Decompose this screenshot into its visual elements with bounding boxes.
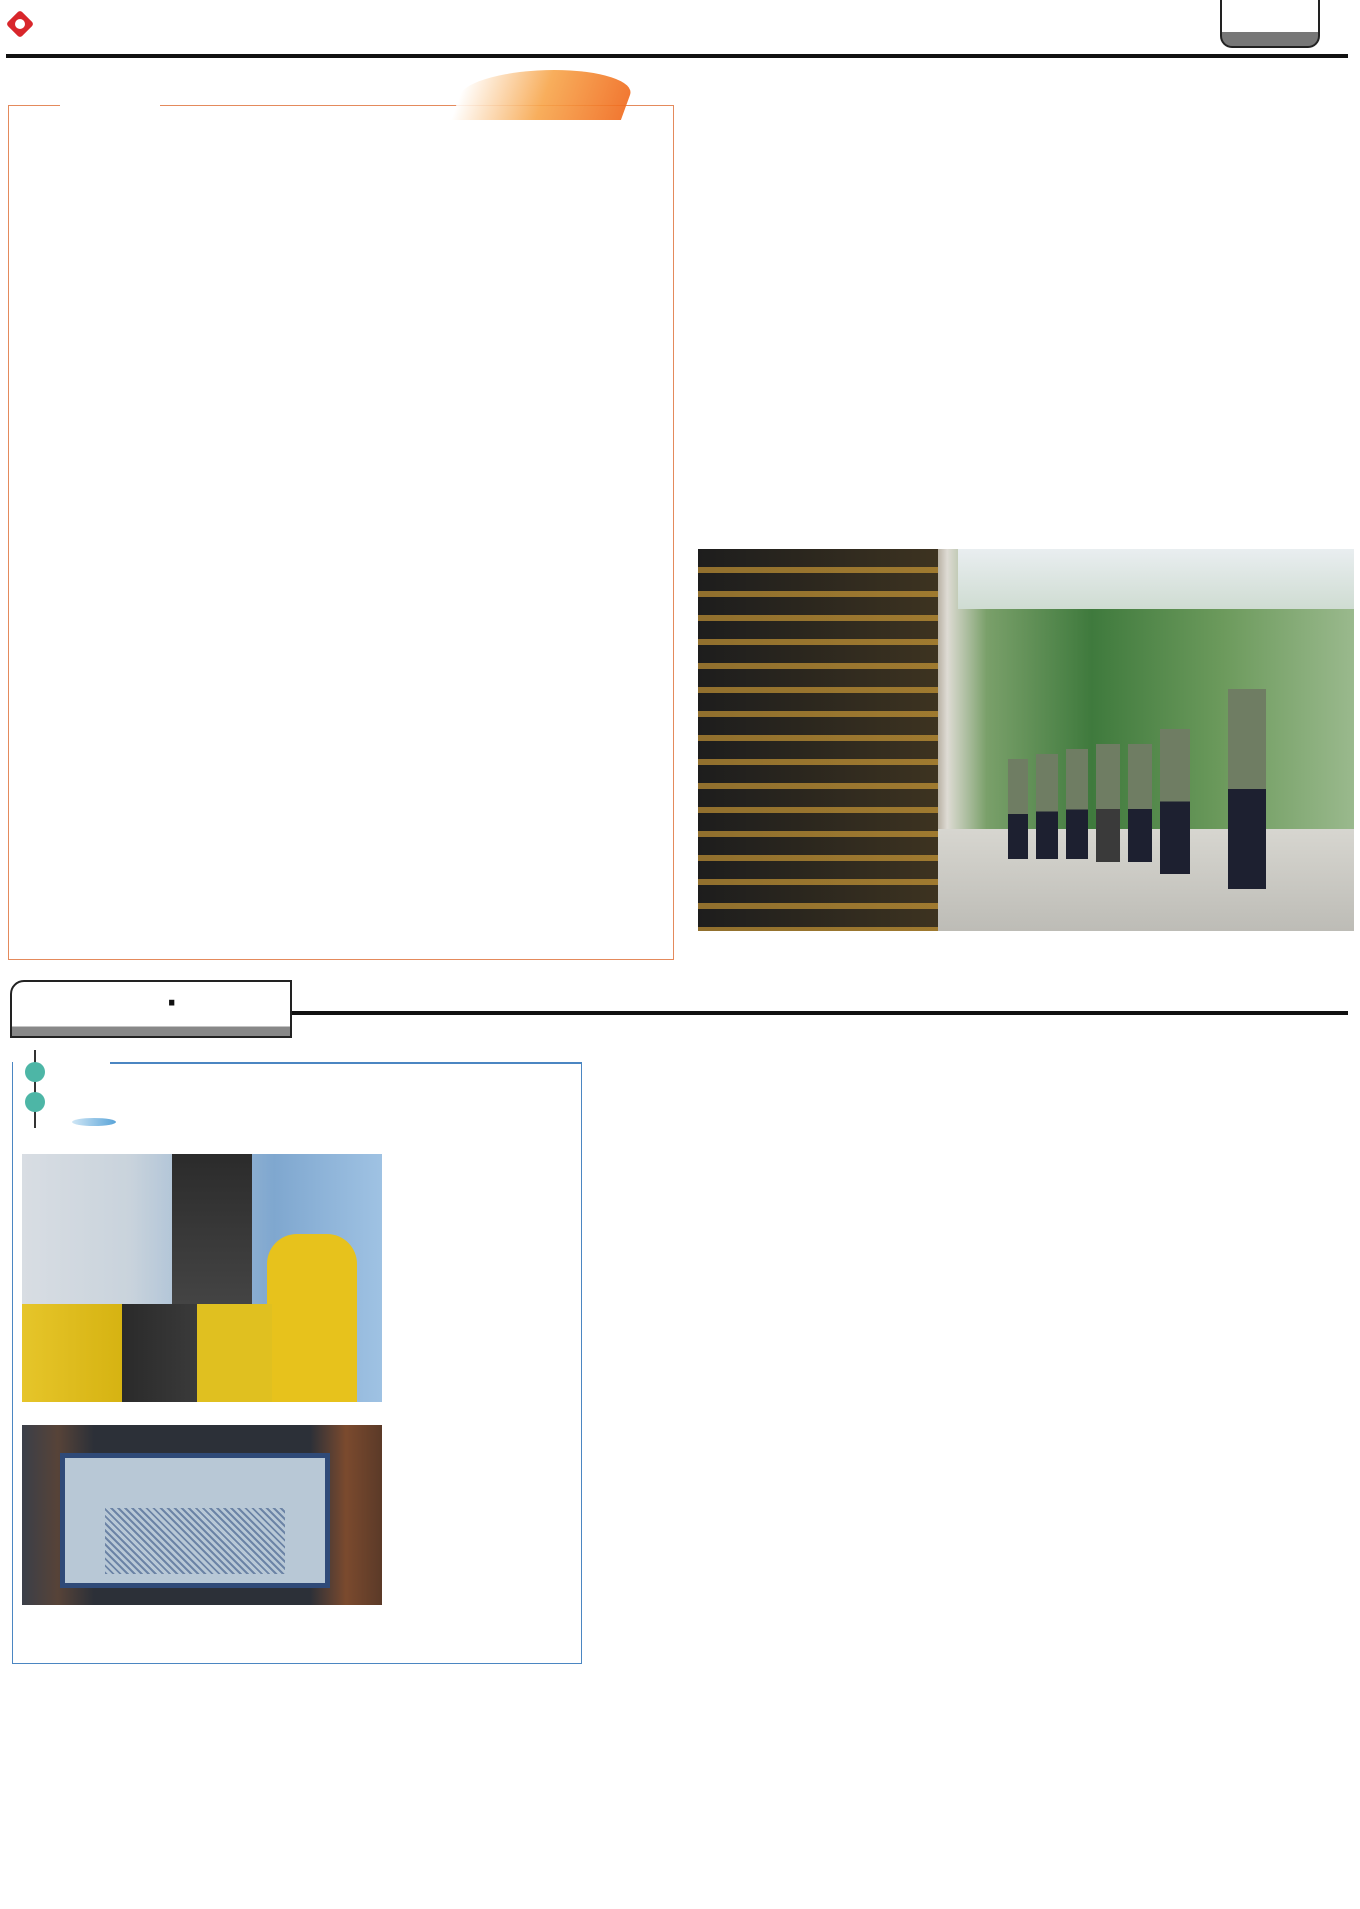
newspaper-logo [10,4,36,44]
memorial-photo [698,549,1354,931]
person [1008,759,1028,859]
lead-col-1 [20,224,226,364]
student [267,1234,357,1402]
monument-wall [698,549,938,931]
gas-col-1 [700,144,910,300]
classroom-photo [22,1154,382,1402]
issue-date [1179,6,1190,20]
teacher [172,1154,252,1304]
remember-nostalgia-badge [24,1050,114,1130]
water-col-1 [700,364,910,528]
tech-col-3 [460,470,666,708]
slogan [60,88,160,127]
person [1096,744,1120,862]
badge-char [25,1092,45,1112]
sky [958,549,1354,609]
banknote-image [60,1453,330,1588]
lab-col-1 [20,778,226,928]
lab-col-2 [240,778,446,928]
banknote-carving-photo [22,1425,382,1605]
badge-char [25,1062,45,1082]
person [1128,744,1152,862]
carving-col-1 [392,1158,560,1654]
wave-icon [72,1118,116,1126]
region-dot: · [166,986,178,1021]
gas-col-3 [1144,144,1354,300]
person [1036,754,1058,859]
banknote-scene [105,1508,285,1574]
water-col-2 [922,364,1132,528]
region-section-tab [10,980,292,1038]
water-col-3 [1144,318,1354,528]
masthead-rule [6,54,1348,58]
saluting-person [1228,689,1266,889]
gas-col-2 [922,144,1132,300]
section-tab [1220,0,1320,48]
lead-col-2 [240,224,446,364]
tech-col-2 [240,470,446,708]
region-rule [292,1011,1348,1015]
carving-frame-top [110,1062,582,1064]
tech-col-1 [20,470,226,708]
slogan-swoosh [451,70,639,120]
lead-col-3 [460,224,666,364]
students-desk [22,1304,272,1402]
person [1160,729,1190,874]
lab-col-3 [460,778,666,928]
person [1066,749,1088,859]
gas-dateline-block [700,92,880,146]
logo-diamond-icon [6,10,34,38]
